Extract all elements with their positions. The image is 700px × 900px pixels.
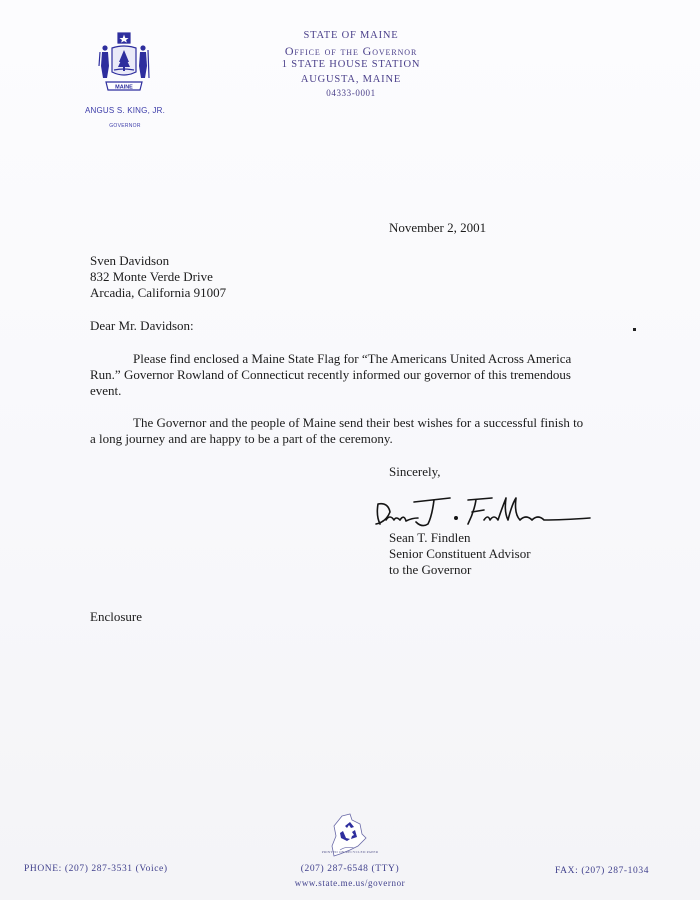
letterhead-office: Office of the Governor	[284, 43, 418, 58]
letterhead-state: STATE OF MAINE	[303, 30, 399, 41]
recycle-caption: PRINTED ON RECYCLED PAPER	[321, 850, 379, 854]
governor-title: GOVERNOR	[109, 123, 141, 129]
governor-name: ANGUS S. KING, JR.	[84, 106, 166, 115]
letterhead-zip: 04333-0001	[326, 88, 376, 98]
paragraph-2-text: The Governor and the people of Maine send their best wishes for a successful finish to a long journey and are happy to be a part of the ceremony.	[90, 415, 584, 446]
body-paragraph-2	[90, 415, 590, 447]
scan-speck	[633, 328, 636, 331]
signer-block	[389, 530, 531, 578]
letterhead	[246, 29, 456, 98]
recipient-city: Arcadia, California 91007	[90, 285, 227, 300]
footer-phone: PHONE: (207) 287-3531 (Voice)	[24, 864, 168, 874]
handwritten-signature	[372, 494, 592, 532]
recipient-name: Sven Davidson	[90, 253, 170, 268]
closing: Sincerely,	[389, 464, 441, 479]
signer-name: Sean T. Findlen	[389, 530, 471, 545]
seal-banner: MAINE	[115, 84, 133, 91]
recycle-maine-map-icon	[320, 812, 380, 862]
maine-state-seal-icon	[98, 32, 150, 94]
letterhead-city: AUGUSTA, MAINE	[300, 73, 402, 85]
footer-fax: FAX: (207) 287-1034	[555, 866, 650, 876]
body-paragraph-1	[90, 351, 590, 399]
enclosure-note: Enclosure	[90, 609, 142, 624]
salutation: Dear Mr. Davidson:	[90, 318, 194, 333]
recipient-street: 832 Monte Verde Drive	[90, 269, 213, 284]
paragraph-1-text: Please find enclosed a Maine State Flag for “The Americans United Across America Run.” Governor Rowland of Connecticut recently informed our governor of this tremendous event.	[90, 351, 572, 398]
signer-title-2: to the Governor	[389, 562, 472, 577]
footer-tty: (207) 287-6548 (TTY)	[300, 864, 400, 874]
letter-date: November 2, 2001	[389, 220, 487, 235]
letterhead-station: 1 STATE HOUSE STATION	[281, 59, 421, 70]
signer-title: Senior Constituent Advisor	[389, 546, 531, 561]
recipient-address	[90, 253, 226, 301]
footer-website: www.state.me.us/governor	[294, 878, 406, 888]
